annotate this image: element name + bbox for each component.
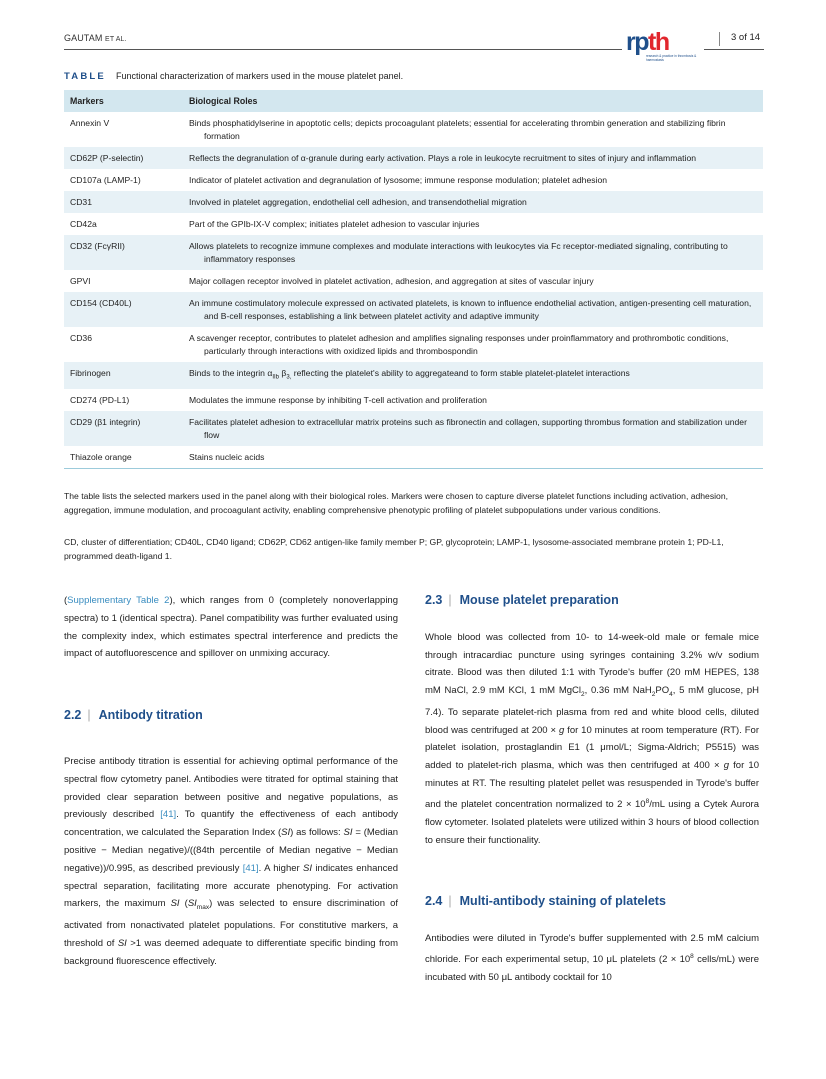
table-row (64, 169, 763, 191)
table-row (64, 292, 763, 327)
text-fragment: for 10 minutes at RT. The resulting platelet pellet was resuspended in Tyrode's buffer and the platelet concentration normalized to 2 × 10 (425, 760, 759, 811)
marker-cell: CD42a (70, 219, 97, 229)
section-title: Multi-antibody staining of platelets (459, 894, 666, 909)
marker-cell: CD62P (P-selectin) (64, 147, 183, 169)
header-divider (719, 32, 720, 46)
role-text (189, 367, 757, 385)
table-row (64, 446, 763, 469)
role-cell (183, 235, 763, 270)
text-fragment: , 5 mM glucose, pH 7.4). To separate platelet-rich plasma from red and white blood cells, diluted blood was centrifuged at 200 × (425, 685, 759, 736)
italic-si: SI (170, 898, 180, 910)
text-fragment: . To quantify the effectiveness of each antibody concentration, we calculated the Separation Index ( (64, 809, 398, 839)
table-row (64, 411, 763, 446)
text-fragment: ( (64, 595, 68, 606)
role-text: Involved in platelet aggregation, endothelial cell adhesion, and transendothelial migration (189, 197, 527, 207)
column-header-markers: Markers (64, 90, 183, 112)
marker-cell: Fibrinogen (64, 362, 183, 389)
section-title: Mouse platelet preparation (459, 593, 619, 607)
text-fragment: >1 was deemed adequate to differentiate specific binding from background fluorescence effectively. (64, 937, 398, 967)
text-fragment: ) as follows: (290, 827, 344, 839)
table-label: TABLE (64, 71, 106, 82)
table-row (64, 213, 763, 235)
running-header-authors (64, 33, 127, 43)
table-header-row (64, 90, 763, 112)
role-cell (183, 147, 763, 169)
section-number: 2.3 (425, 593, 443, 607)
table-row (64, 327, 763, 362)
section-2-3-paragraph (425, 629, 759, 850)
role-text: Binds phosphatidylserine in apoptotic cells; depicts procoagulant platelets; essential for accelerating thrombin generation and stabilizing fibrin formation (189, 118, 726, 141)
subscript: 2 (651, 691, 656, 699)
role-text: A scavenger receptor, contributes to platelet adhesion and amplifies signaling responses under proinflammatory and prothrombotic conditions, particularly through interactions with oxidized lipids and thrombospondin (189, 333, 729, 356)
text-fragment: ( (179, 898, 188, 910)
et-al: ET AL. (105, 36, 127, 43)
marker-cell: CD154 (CD40L) (64, 292, 183, 327)
header-rule-left (64, 49, 622, 50)
table-footnote-abbreviations: CD, cluster of differentiation; CD40L, CD40 ligand; CD62P, CD62 antigen-like family member P; GP, glycoprotein; LAMP-1, lysosome-associated membrane protein 1; PD-L1, programmed death-ligand 1. (64, 537, 724, 561)
section-number: 2.4 (425, 894, 443, 909)
header-rule-right (704, 49, 764, 50)
journal-logo-wordmark (626, 28, 669, 57)
author-surname: GAUTAM (64, 33, 103, 43)
role-text: Stains nucleic acids (189, 451, 265, 462)
role-cell (183, 270, 763, 292)
text-fragment: Whole blood was collected from 10- to 14-week-old male or female mice through intracardiac puncture using syringes containing 3.2% w/v sodium citrate. Blood was then diluted 1:1 with Tyrode's buffer (20 mM HEPES, 138 mM NaCl, 2.9 mM KCl, 1 mM MgCl (425, 631, 759, 697)
role-text-part: reflecting the platelet's ability to aggregateand to form stable platelet-platelet interactions (291, 368, 630, 378)
running-header (64, 26, 764, 66)
text-fragment: for 10 minutes at room temperature (RT). For platelet isolation, prostaglandin E1 (1 μmol/L; Sigma-Aldrich; P5515) was added to platelet-rich plasma, which was then centrifuged at 400 × (425, 724, 759, 772)
supplementary-table-link[interactable]: Supplementary Table 2 (67, 595, 170, 606)
text-fragment: ) was selected to ensure discrimination of activated from nonactivated platelet populations. For constitutive markers, a threshold of (64, 898, 398, 949)
table-row (64, 191, 763, 213)
role-text: Modulates the immune response by inhibiting T-cell activation and proliferation (189, 394, 487, 405)
marker-cell: Annexin V (70, 118, 110, 128)
table-caption-text: Functional characterization of markers used in the mouse platelet panel. (115, 71, 404, 81)
role-text: Part of the GPIb-IX-V complex; initiates platelet adhesion to vascular injuries (189, 219, 480, 229)
italic-si: SI (117, 937, 127, 949)
subscript: 3, (286, 374, 292, 381)
role-text: An immune costimulatory molecule expressed on activated platelets, is known to influence endothelial activation, antigen-presenting cell maturation, and B-cell responses, establishing a link between platelet activity and adaptive immunity (189, 298, 752, 321)
section-separator: | (448, 593, 452, 607)
superscript: 8 (645, 797, 650, 805)
italic-si: SI (187, 898, 197, 910)
table-row (64, 389, 763, 411)
role-text-part: β (279, 368, 287, 378)
role-cell (183, 112, 763, 147)
role-cell (183, 362, 763, 389)
section-separator: | (87, 708, 91, 723)
role-text: Allows platelets to recognize immune complexes and modulate interactions with leukocytes via Fc receptor-mediated signaling, contributing to inflammatory responses (189, 241, 728, 264)
role-text-part: Binds to the integrin α (189, 368, 273, 378)
marker-cell: CD107a (LAMP-1) (70, 175, 141, 185)
role-cell (183, 292, 763, 327)
text-fragment: /mL using a Cytek Aurora flow cytometer. Isolated platelets were utilized within 3 hours of blood collection to ensure their functionality. (425, 799, 759, 846)
italic-si: SI (303, 862, 313, 874)
right-column (425, 592, 759, 987)
section-title: Antibody titration (98, 708, 203, 723)
page-number: 3 of 14 (731, 32, 761, 43)
reference-link[interactable]: [41] (242, 862, 259, 874)
continuation-paragraph (64, 592, 398, 663)
section-2-4-paragraph (425, 930, 759, 987)
marker-cell: CD36 (70, 333, 92, 343)
marker-cell: GPVI (70, 276, 91, 286)
role-cell (183, 389, 763, 411)
text-fragment: Antibodies were diluted in Tyrode's buffer supplemented with 2.5 mM calcium chloride. For each experimental setup, 10 μL platelets (2 × 10 (425, 933, 759, 966)
table-row (64, 270, 763, 292)
role-cell (183, 169, 763, 191)
role-text: Facilitates platelet adhesion to extracellular matrix proteins such as fibronectin and collagen, supporting thrombus formation and stabilization under flow (189, 416, 747, 440)
role-cell (183, 327, 763, 362)
text-fragment: = (Median positive − Median negative)/((84th percentile of Median negative − Median negative))/0.995, as described previously (64, 827, 399, 874)
subscript: 2 (580, 691, 585, 699)
marker-table (64, 90, 763, 469)
role-cell (183, 191, 763, 213)
left-column (64, 592, 398, 970)
journal-logo (620, 28, 702, 66)
text-fragment: indicates enhanced spectral separation, facilitating more accurate phenotyping. For activation markers, the maximum (64, 862, 398, 910)
text-fragment: cells/mL) were incubated with 50 μL antibody cocktail for 10 (425, 954, 759, 983)
subscript: IIb (272, 374, 279, 381)
italic-g: g (558, 724, 565, 736)
role-text: Indicator of platelet activation and degranulation of lysosome; immune response modulation; platelet adhesion (189, 175, 608, 185)
role-cell (183, 411, 763, 446)
text-fragment: PO (655, 685, 670, 697)
marker-cell: CD29 (β1 integrin) (64, 411, 183, 446)
marker-cell: CD274 (PD-L1) (70, 394, 130, 405)
subscript: 4 (669, 691, 673, 699)
logo-th: th (648, 28, 669, 56)
italic-si: SI (281, 827, 291, 839)
italic-g: g (723, 760, 729, 772)
table-footnote-description: The table lists the selected markers used in the panel along with their biological roles. Markers were chosen to capture diverse platelet functions including activation, adhesion, aggregation, immune modulation, and procoagulant activity, enabling comprehensive phenotypic profiling of platelet subpopulations under various conditions. (64, 491, 728, 515)
role-text: Reflects the degranulation of α-granule during early activation. Plays a role in leukocyte recruitment to sites of injury and inflammation (189, 153, 697, 163)
role-cell (183, 446, 763, 469)
marker-cell: CD31 (64, 191, 183, 213)
text-fragment: ), which ranges from 0 (completely nonoverlapping spectra) to 1 (identical spectra). Panel compatibility was further evaluated using the complexity index, which estimates spectral interference and predicts the impact of autofluorescence and spillover on unmixing accuracy. (64, 595, 398, 660)
section-number: 2.2 (64, 708, 82, 723)
table-row (64, 147, 763, 169)
section-separator: | (448, 894, 452, 909)
journal-logo-subtitle: research & practice in thrombosis & haemostasis (646, 54, 697, 62)
role-text: Major collagen receptor involved in platelet activation, adhesion, and aggregation at sites of vascular injury (189, 276, 594, 286)
section-heading-2-4 (425, 893, 759, 911)
table-row (64, 362, 763, 389)
italic-si: SI (343, 827, 353, 839)
table-row (64, 112, 763, 147)
marker-cell: Thiazole orange (64, 446, 183, 469)
text-fragment: Precise antibody titration is essential for achieving optimal performance of the spectral flow cytometry panel. Antibodies were titrated for optimal staining that provided clear separation between positive and negative populations, as previously described (64, 755, 398, 821)
section-heading-2-3 (425, 592, 759, 610)
logo-rp: rp (626, 28, 648, 56)
reference-link[interactable]: [41] (160, 809, 177, 821)
table-caption (64, 71, 403, 82)
table-row (64, 235, 763, 270)
subscript-max: max (196, 904, 210, 912)
text-fragment: . A higher (258, 862, 304, 874)
section-2-2-paragraph (64, 753, 398, 970)
section-heading-2-2 (64, 707, 398, 725)
superscript: 8 (690, 953, 694, 960)
text-fragment: , 0.36 mM NaH (584, 685, 652, 697)
marker-cell: CD32 (FcγRII) (64, 235, 183, 270)
role-cell (183, 213, 763, 235)
column-header-roles: Biological Roles (183, 90, 763, 112)
